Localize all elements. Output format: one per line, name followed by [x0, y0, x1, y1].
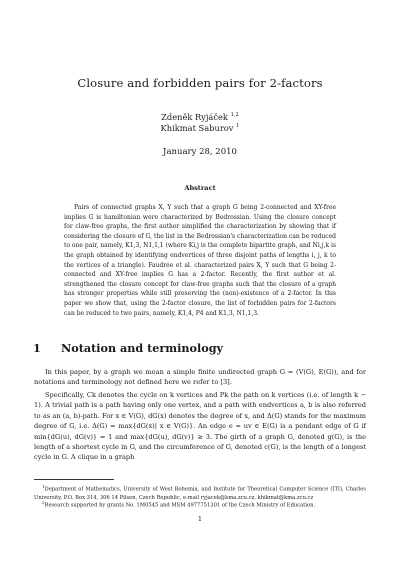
- author-affiliation-marks: 1: [236, 123, 240, 130]
- author-name: Khikmat Saburov: [160, 123, 234, 133]
- author-affiliation-marks: 1,2: [230, 112, 239, 119]
- page-number: 1: [197, 515, 203, 523]
- abstract-heading: Abstract: [184, 184, 216, 192]
- body-paragraph: Specifically, Ck denotes the cycle on k vertices and Pk the path on k vertices (i.e. of length k − 1). A trivial path is a path having only one vertex, and a path with endvertices a, b is also referred to as an (a, b)-path. For x ∈ V(G), dG(x) denotes the degree of x, and Δ(G) stands for the maximum degree of G, i.e. Δ(G) = max{dG(x)| x ∈ V(G)}. An edge e = uv ∈ E(G) is a pendant edge of G if min{dG(u), dG(v)} = 1 and max{dG(u), dG(v)} ≥ 3. The girth of a graph G, denoted g(G), is the length of a shortest cycle in G, and the circumference of G, denoted c(G), is the length of a longest cycle in G. A clique in a graph: [34, 391, 366, 462]
- paper-date: January 28, 2010: [163, 147, 237, 157]
- footnote-rule: [34, 479, 114, 480]
- footnote-text: Research supported by grants No. 1M0545 and MSM 4977751301 of the Czech Ministry of Education.: [44, 502, 316, 509]
- author-line: [30, 123, 370, 133]
- section-number: 1: [33, 341, 41, 355]
- section-heading: [33, 341, 373, 355]
- footnote-mark: 2: [42, 500, 45, 505]
- footnote: [34, 499, 366, 511]
- footnote-mark: 1: [42, 484, 45, 489]
- footnote-text: Department of Mathematics, University of West Bohemia, and Institute for Theoretical Computer Science (ITI), Charles University, P.O. Box 314, 306 14 Pilsen, Czech Republic, e-mail ryjacek@kma.zcu.cz, khikmat@kma.zcu.cz: [34, 486, 366, 501]
- abstract-text: Pairs of connected graphs X, Y such that a graph G being 2-connected and XY-free implies G is hamiltonian were characterized by Bedrossian. Using the closure concept for claw-free graphs, the first author simplified the characterization by showing that if considering the closure of G, the list in the Bedrossian's characterization can be reduced to one pair, namely, K1,3, N1,1,1 (where Ki,j is the complete bipartite graph, and Ni,j,k is the graph obtained by identifying endvertices of three disjoint paths of lengths i, j, k to the vertices of a triangle). Faudree et al. characterized pairs X, Y such that G being 2-connected and XY-free implies G has a 2-factor. Recently, the first author et al. strengthened the closure concept for claw-free graphs such that the closure of a graph has stronger properties while still preserving the (non)-existence of a 2-factor. In this paper we show that, using the 2-factor closure, the list of forbidden pairs for 2-factors can be reduced to two pairs, namely, K1,4, P4 and K1,3, N1,1,3.: [64, 204, 336, 317]
- author-line: [30, 112, 370, 122]
- body-paragraph: In this paper, by a graph we mean a simple finite undirected graph G = (V(G), E(G)), and for notations and terminology not defined here we refer to [3].: [34, 368, 366, 387]
- section-title: Notation and terminology: [61, 341, 224, 355]
- paper-title: Closure and forbidden pairs for 2-factors: [77, 76, 323, 90]
- author-name: Zdeněk Ryjáček: [161, 112, 228, 122]
